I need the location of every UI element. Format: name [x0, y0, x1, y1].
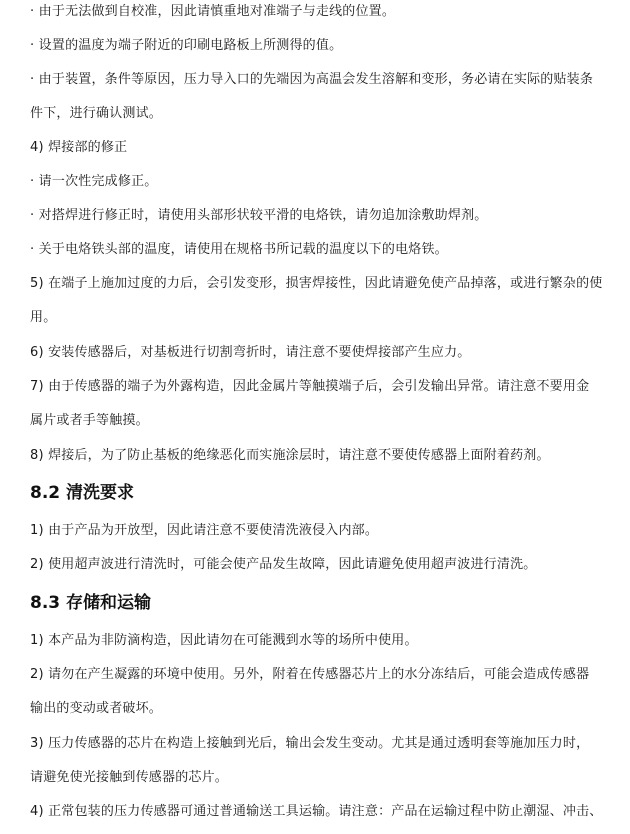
bullet-temperature: · 设置的温度为端子附近的印刷电路板上所测得的值。: [30, 38, 343, 53]
bullet-calibration: · 由于无法做到自校准，因此请慎重地对准端子与走线的位置。: [30, 4, 396, 19]
bullet-bridge-rework: · 对搭焊进行修正时，请使用头部形状较平滑的电烙铁，请勿追加涂敷助焊剂。: [30, 208, 488, 223]
section-heading-storage: 8.3 存储和运输: [30, 593, 152, 613]
section-heading-cleaning: 8.2 清洗要求: [30, 483, 135, 503]
item-8-coating: 8) 焊接后，为了防止基板的绝缘恶化而实施涂层时，请注意不要使传感器上面附着药剂。: [30, 448, 550, 463]
bullet-one-time-rework: · 请一次性完成修正。: [30, 174, 158, 189]
cleaning-item-1: 1) 由于产品为开放型，因此请注意不要使清洗液侵入内部。: [30, 523, 379, 538]
storage-item-3: 3) 压力传感器的芯片在构造上接触到光后，输出会发生变动。尤其是通过透明套等施加压力时，: [30, 736, 590, 751]
item-5-excess-force: 5) 在端子上施加过度的力后，会引发变形，损害焊接性，因此请避免使产品掉落，或进行繁杂的使: [30, 276, 603, 291]
storage-item-1: 1) 本产品为非防滴构造，因此请勿在可能溅到水等的场所中使用。: [30, 633, 418, 648]
storage-item-4: 4) 正常包装的压力传感器可通过普通输送工具运输。请注意：产品在运输过程中防止潮湿、冲击、: [30, 804, 603, 819]
storage-item-3-cont: 请避免使光接触到传感器的芯片。: [30, 770, 229, 785]
storage-item-2: 2) 请勿在产生凝露的环境中使用。另外，附着在传感器芯片上的水分冻结后，可能会造成传感器: [30, 667, 590, 682]
bullet-pressure-inlet-cont: 件下，进行确认测试。: [30, 106, 163, 121]
item-5-excess-force-cont: 用。: [30, 310, 57, 325]
bullet-pressure-inlet: · 由于装置，条件等原因，压力导入口的先端因为高温会发生溶解和变形，务必请在实际的贴装条: [30, 72, 594, 87]
item-4-rework: 4) 焊接部的修正: [30, 140, 128, 155]
item-6-board-cutting: 6) 安装传感器后，对基板进行切割弯折时，请注意不要使焊接部产生应力。: [30, 345, 471, 360]
cleaning-item-2: 2) 使用超声波进行清洗时，可能会使产品发生故障，因此请避免使用超声波进行清洗。: [30, 557, 537, 572]
item-7-exposed-terminals-cont: 属片或者手等触摸。: [30, 413, 149, 428]
storage-item-2-cont: 输出的变动或者破坏。: [30, 701, 163, 716]
bullet-iron-temperature: · 关于电烙铁头部的温度，请使用在规格书所记载的温度以下的电烙铁。: [30, 242, 448, 257]
item-7-exposed-terminals: 7) 由于传感器的端子为外露构造，因此金属片等触摸端子后，会引发输出异常。请注意不要用金: [30, 379, 590, 394]
